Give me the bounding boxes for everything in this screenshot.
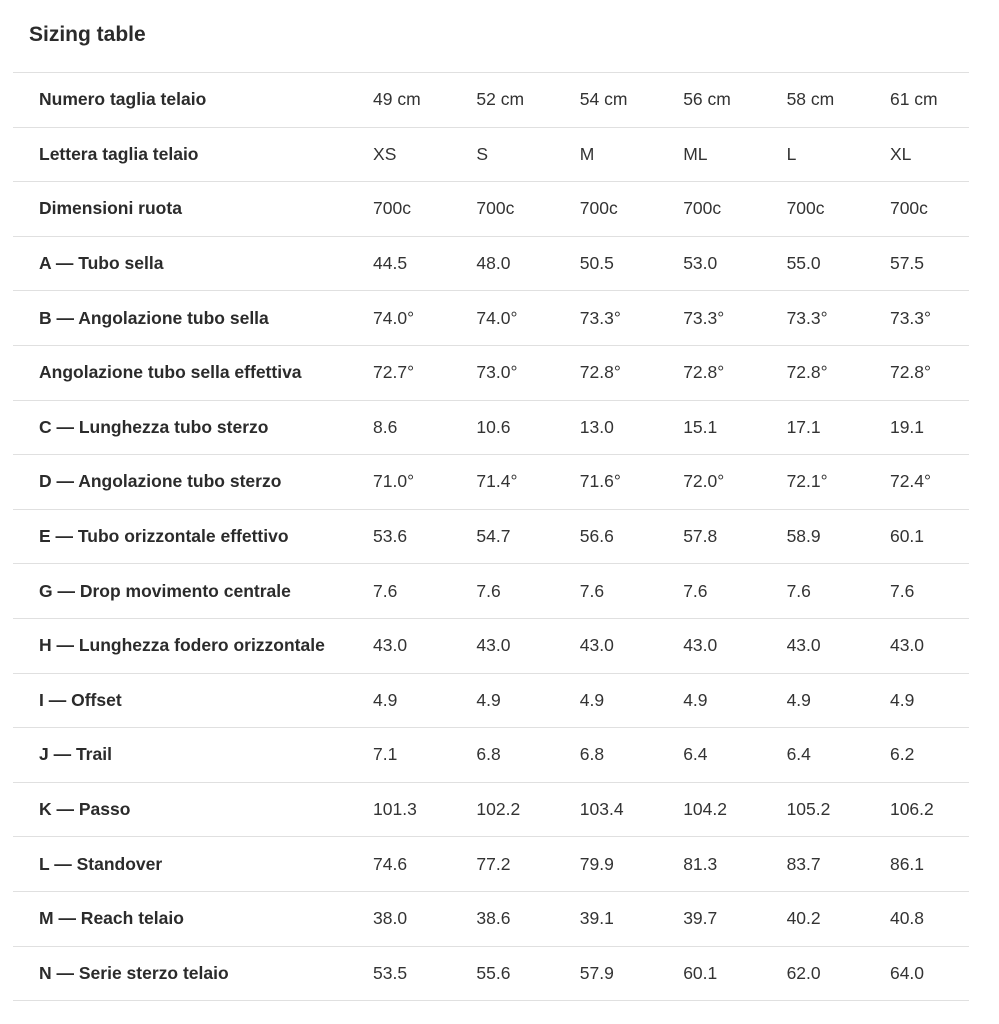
table-cell: XS bbox=[373, 143, 397, 164]
table-row bbox=[13, 182, 969, 237]
table-cell: 73.3° bbox=[683, 307, 725, 328]
table-cell: 101.3 bbox=[373, 799, 417, 820]
table-cell: 62.0 bbox=[786, 962, 821, 983]
table-cell: 79.9 bbox=[579, 853, 614, 874]
table-cell: 105.2 bbox=[786, 799, 831, 820]
table-cell: 43.0 bbox=[889, 635, 925, 656]
row-label: N — Serie sterzo telaio bbox=[39, 962, 229, 983]
row-label: M — Reach telaio bbox=[39, 908, 184, 929]
table-cell: 60.1 bbox=[683, 962, 718, 983]
row-label: H — Lunghezza fodero orizzontale bbox=[39, 635, 325, 656]
table-cell: 57.9 bbox=[579, 962, 614, 983]
table-cell: 72.0° bbox=[683, 471, 725, 492]
table-row bbox=[13, 618, 969, 673]
table-cell: L bbox=[786, 143, 797, 164]
table-cell: 74.0° bbox=[373, 307, 415, 328]
row-label: A — Tubo sella bbox=[39, 253, 164, 274]
table-cell: 71.4° bbox=[476, 471, 518, 492]
table-cell: 54.7 bbox=[476, 526, 511, 547]
row-label: K — Passo bbox=[39, 799, 131, 820]
table-row bbox=[13, 673, 969, 728]
table-cell: 13.0 bbox=[579, 416, 614, 437]
row-label: B — Angolazione tubo sella bbox=[39, 307, 269, 328]
table-cell: 72.8° bbox=[889, 362, 932, 383]
table-cell: 38.0 bbox=[373, 908, 408, 929]
sizing-table bbox=[13, 72, 969, 1001]
table-cell: 4.9 bbox=[889, 689, 915, 710]
row-label: Angolazione tubo sella effettiva bbox=[39, 362, 302, 383]
table-cell: 7.6 bbox=[683, 580, 708, 601]
row-label: J — Trail bbox=[39, 744, 112, 765]
table-row bbox=[13, 345, 969, 400]
row-label: Numero taglia telaio bbox=[39, 89, 207, 110]
table-cell: 61 cm bbox=[889, 89, 938, 110]
table-cell: 72.7° bbox=[373, 362, 415, 383]
table-cell: 39.1 bbox=[579, 908, 614, 929]
row-label: C — Lunghezza tubo sterzo bbox=[39, 416, 269, 437]
page-title: Sizing table bbox=[29, 23, 146, 46]
table-cell: ML bbox=[683, 143, 708, 164]
table-cell: 103.4 bbox=[579, 799, 624, 820]
table-cell: 10.6 bbox=[476, 416, 511, 437]
table-cell: 4.9 bbox=[683, 689, 708, 710]
table-cell: 58 cm bbox=[786, 89, 835, 110]
sizing-table-body bbox=[13, 73, 969, 1001]
table-cell: 700c bbox=[476, 198, 515, 219]
table-cell: 73.0° bbox=[476, 362, 518, 383]
table-row bbox=[13, 782, 969, 837]
table-cell: 700c bbox=[373, 198, 411, 219]
row-label: L — Standover bbox=[39, 853, 163, 874]
table-cell: 52 cm bbox=[476, 89, 525, 110]
table-row bbox=[13, 509, 969, 564]
table-cell: 55.6 bbox=[476, 962, 511, 983]
table-cell: 4.9 bbox=[786, 689, 811, 710]
table-cell: 4.9 bbox=[476, 689, 501, 710]
table-cell: 7.6 bbox=[579, 580, 605, 601]
table-cell: 43.0 bbox=[476, 635, 511, 656]
table-cell: 40.8 bbox=[889, 908, 925, 929]
table-cell: 77.2 bbox=[476, 853, 511, 874]
table-cell: 48.0 bbox=[476, 253, 511, 274]
table-cell: 17.1 bbox=[786, 416, 821, 437]
table-cell: 64.0 bbox=[889, 962, 925, 983]
table-row bbox=[13, 891, 969, 946]
table-cell: 73.3° bbox=[889, 307, 932, 328]
table-cell: 38.6 bbox=[476, 908, 511, 929]
table-cell: 74.6 bbox=[373, 853, 408, 874]
table-cell: 58.9 bbox=[786, 526, 821, 547]
table-cell: 71.0° bbox=[373, 471, 415, 492]
table-row bbox=[13, 564, 969, 619]
table-cell: 57.8 bbox=[683, 526, 718, 547]
row-label: Dimensioni ruota bbox=[39, 198, 182, 219]
table-cell: 43.0 bbox=[786, 635, 821, 656]
table-cell: S bbox=[476, 143, 489, 164]
table-cell: 6.8 bbox=[579, 744, 605, 765]
table-cell: 7.1 bbox=[373, 744, 398, 765]
table-cell: 49 cm bbox=[373, 89, 421, 110]
table-cell: 43.0 bbox=[373, 635, 408, 656]
table-cell: 43.0 bbox=[683, 635, 718, 656]
table-cell: 56 cm bbox=[683, 89, 731, 110]
table-cell: 7.6 bbox=[786, 580, 811, 601]
table-cell: 74.0° bbox=[476, 307, 518, 328]
table-cell: 7.6 bbox=[373, 580, 398, 601]
row-label: I — Offset bbox=[39, 689, 122, 710]
table-row bbox=[13, 946, 969, 1001]
table-cell: 6.4 bbox=[786, 744, 811, 765]
table-cell: 40.2 bbox=[786, 908, 821, 929]
table-cell: 72.8° bbox=[786, 362, 828, 383]
row-label: Lettera taglia telaio bbox=[39, 143, 199, 164]
table-cell: 700c bbox=[786, 198, 825, 219]
table-row bbox=[13, 291, 969, 346]
table-cell: 6.2 bbox=[889, 744, 915, 765]
table-cell: 50.5 bbox=[579, 253, 614, 274]
table-cell: 4.9 bbox=[579, 689, 605, 710]
row-label: D — Angolazione tubo sterzo bbox=[39, 471, 282, 492]
table-cell: 44.5 bbox=[373, 253, 408, 274]
table-cell: 72.8° bbox=[683, 362, 725, 383]
table-cell: 4.9 bbox=[373, 689, 398, 710]
table-cell: 7.6 bbox=[889, 580, 915, 601]
table-cell: 102.2 bbox=[476, 799, 521, 820]
table-cell: 73.3° bbox=[579, 307, 621, 328]
table-cell: 72.8° bbox=[579, 362, 621, 383]
table-cell: 73.3° bbox=[786, 307, 828, 328]
table-cell: 700c bbox=[579, 198, 618, 219]
table-cell: 81.3 bbox=[683, 853, 718, 874]
table-cell: 54 cm bbox=[579, 89, 628, 110]
table-cell: 700c bbox=[889, 198, 928, 219]
table-cell: 700c bbox=[683, 198, 722, 219]
table-cell: 56.6 bbox=[579, 526, 614, 547]
table-row bbox=[13, 236, 969, 291]
table-cell: 83.7 bbox=[786, 853, 821, 874]
table-cell: 72.4° bbox=[889, 471, 932, 492]
table-cell: 60.1 bbox=[889, 526, 925, 547]
table-cell: 19.1 bbox=[889, 416, 925, 437]
table-cell: 7.6 bbox=[476, 580, 501, 601]
table-cell: 6.8 bbox=[476, 744, 501, 765]
table-cell: M bbox=[579, 143, 595, 164]
table-row bbox=[13, 728, 969, 783]
table-cell: 72.1° bbox=[786, 471, 828, 492]
table-cell: 53.0 bbox=[683, 253, 718, 274]
table-cell: 71.6° bbox=[579, 471, 621, 492]
table-cell: 57.5 bbox=[889, 253, 925, 274]
table-cell: 55.0 bbox=[786, 253, 821, 274]
table-cell: 86.1 bbox=[889, 853, 925, 874]
table-cell: 43.0 bbox=[579, 635, 614, 656]
table-row bbox=[13, 455, 969, 510]
table-cell: 53.5 bbox=[373, 962, 408, 983]
table-cell: 106.2 bbox=[889, 799, 934, 820]
table-cell: 8.6 bbox=[373, 416, 398, 437]
table-row bbox=[13, 127, 969, 182]
table-cell: 6.4 bbox=[683, 744, 708, 765]
table-row bbox=[13, 837, 969, 892]
row-label: E — Tubo orizzontale effettivo bbox=[39, 526, 289, 547]
table-cell: 39.7 bbox=[683, 908, 718, 929]
table-cell: 15.1 bbox=[683, 416, 718, 437]
table-cell: 53.6 bbox=[373, 526, 408, 547]
table-cell: 104.2 bbox=[683, 799, 727, 820]
row-label: G — Drop movimento centrale bbox=[39, 580, 291, 601]
table-row bbox=[13, 400, 969, 455]
table-cell: XL bbox=[889, 143, 912, 164]
table-row bbox=[13, 73, 969, 128]
